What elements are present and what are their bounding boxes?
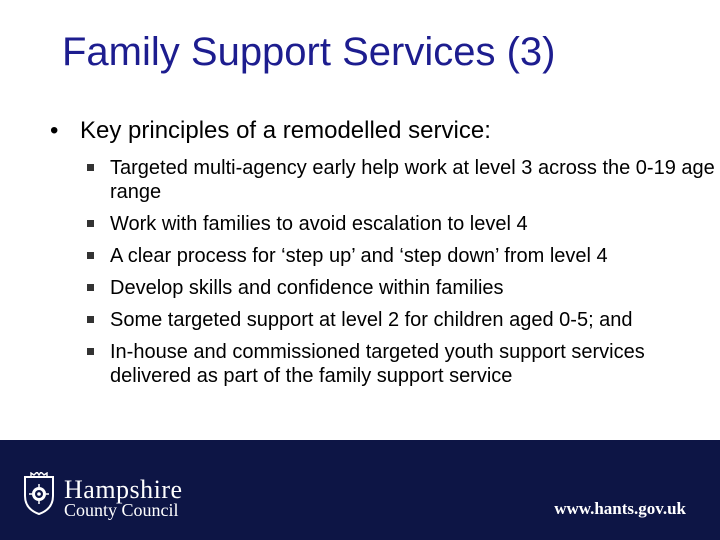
- list-item: [84, 244, 720, 268]
- list-item-text: A clear process for ‘step up’ and ‘step down’ from level 4: [110, 245, 608, 267]
- org-name-line1: Hampshire: [64, 475, 183, 504]
- slide-title: Family Support Services (3): [62, 30, 556, 74]
- square-bullet-icon: [87, 316, 94, 323]
- list-item-text: Develop skills and confidence within families: [110, 277, 504, 299]
- main-bullet: [50, 117, 491, 145]
- list-item: [84, 156, 720, 204]
- list-item: [84, 340, 720, 388]
- square-bullet-icon: [87, 220, 94, 227]
- website-url: www.hants.gov.uk: [554, 499, 686, 518]
- list-item-text: Some targeted support at level 2 for children aged 0-5; and: [110, 309, 633, 331]
- bullet-dot-icon: •: [50, 117, 59, 144]
- main-bullet-text: Key principles of a remodelled service:: [80, 117, 491, 144]
- list-item-text: Work with families to avoid escalation to level 4: [110, 213, 528, 235]
- square-bullet-icon: [87, 348, 94, 355]
- square-bullet-icon: [87, 164, 94, 171]
- org-name-line2: County Council: [64, 500, 179, 520]
- square-bullet-icon: [87, 252, 94, 259]
- list-item-text: In-house and commissioned targeted youth support services delivered as part of the family support service: [110, 341, 645, 387]
- list-item: [84, 276, 720, 300]
- list-item: [84, 212, 720, 236]
- sub-bullet-list: [84, 156, 720, 396]
- list-item-text: Targeted multi-agency early help work at level 3 across the 0-19 age range: [110, 157, 715, 203]
- square-bullet-icon: [87, 284, 94, 291]
- county-crest-icon: [22, 472, 56, 516]
- list-item: [84, 308, 720, 332]
